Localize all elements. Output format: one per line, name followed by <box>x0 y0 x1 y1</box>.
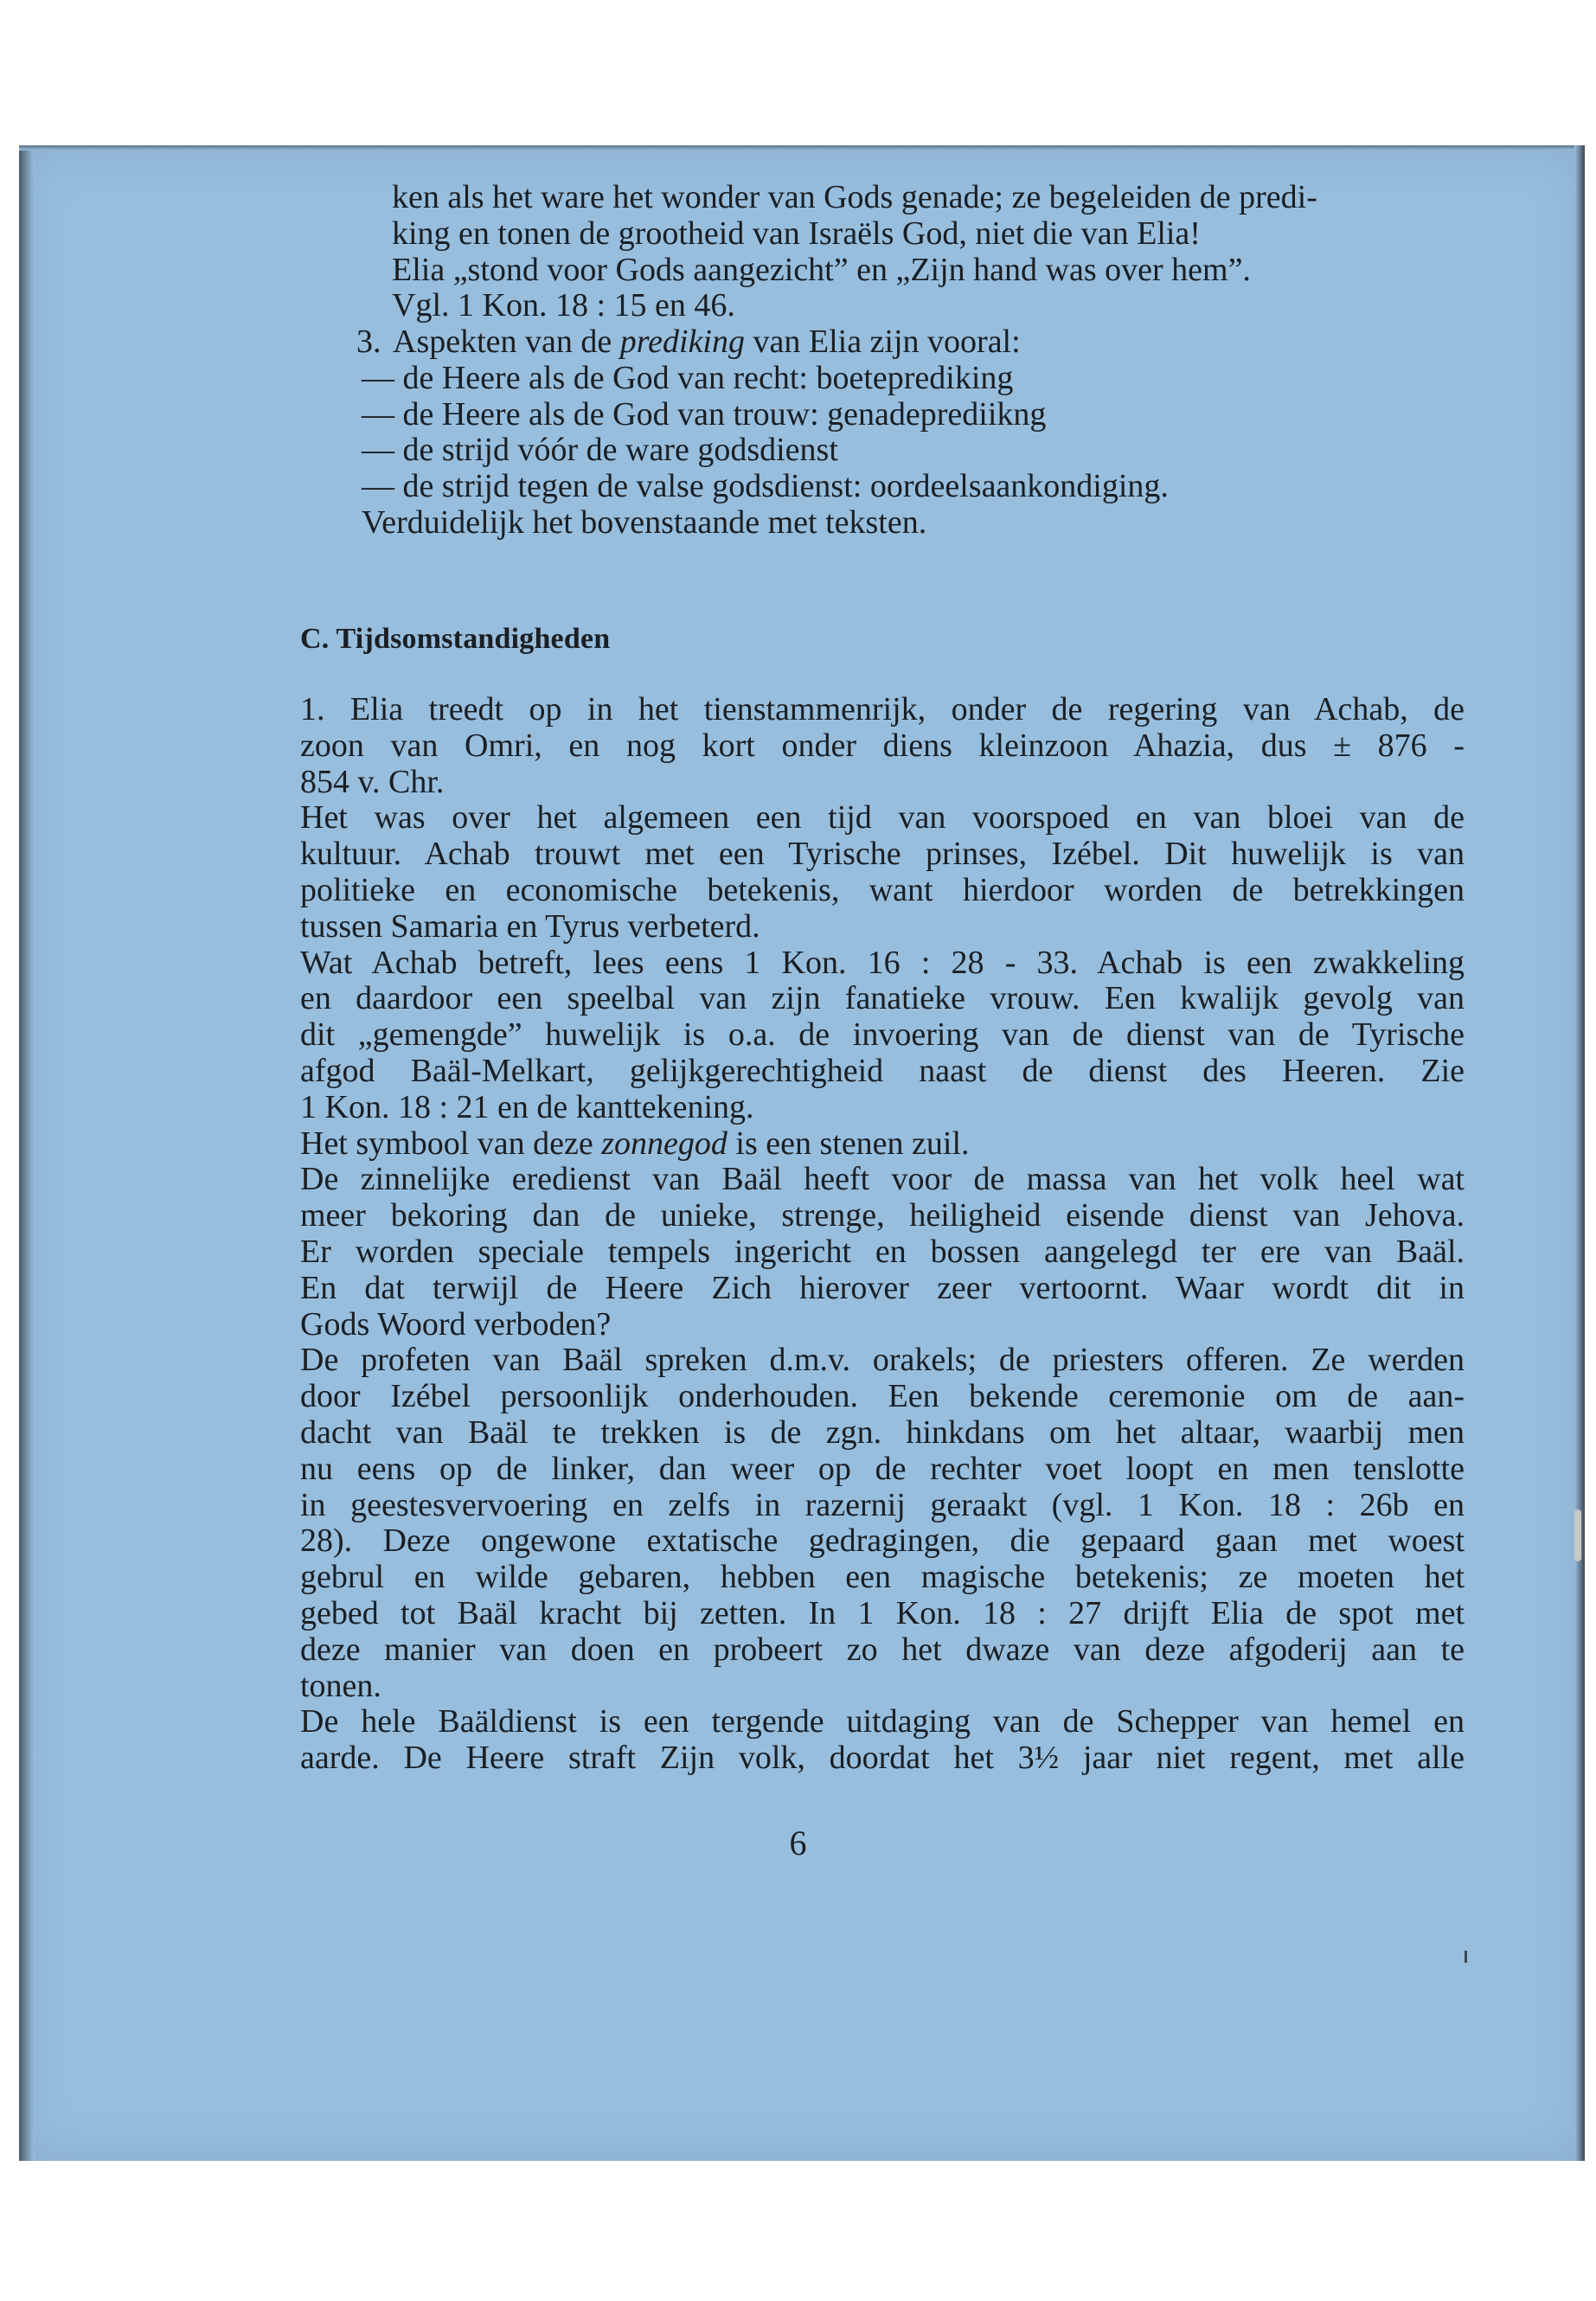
text-line: 1. Elia treedt op in het tienstammenrijk, onder de regering van Achab, de <box>300 691 1465 727</box>
text-line: en daardoor een speelbal van zijn fanatieke vrouw. Een kwalijk gevolg van <box>300 980 1465 1017</box>
section-c-heading: C. Tijdsomstandigheden <box>300 623 611 655</box>
dash-item: — de Heere als de God van trouw: genadeprediikng <box>362 395 1047 433</box>
text-line: dit „gemengde” huwelijk is o.a. de invoering van de dienst van de Tyrische <box>300 1016 1465 1054</box>
page-number: 6 <box>789 1823 807 1862</box>
dash-item: — de Heere als de God van recht: boeteprediking <box>362 359 1014 396</box>
text-line: in geestesvervoering en zelfs in razernij geraakt (vgl. 1 Kon. 18 : 26b en <box>300 1486 1465 1523</box>
text-line: Het was over het algemeen een tijd van voorspoed en van bloei van de <box>300 799 1465 836</box>
dash-item: — de strijd tegen de valse godsdienst: oordeelsaankondiging. <box>362 468 1169 505</box>
text-line: De profeten van Baäl spreken d.m.v. orakels; de priesters offeren. Ze werden <box>300 1342 1465 1379</box>
point-number: 3. <box>356 324 381 360</box>
section-c-body <box>300 692 1465 1777</box>
text-line: Er worden speciale tempels ingericht en bossen aangelegd ter ere van Baäl. <box>300 1233 1465 1270</box>
text-line: tussen Samaria en Tyrus verbeterd. <box>300 907 760 945</box>
text-line: aarde. De Heere straft Zijn volk, doordat het 3½ jaar niet regent, met alle <box>300 1740 1465 1777</box>
text-line: king en tonen de grootheid van Israëls God, niet die van Elia! <box>392 215 1201 252</box>
intro-before: Aspekten van de <box>393 324 620 360</box>
text-line: politieke en economische betekenis, want hierdoor worden de betrekkingen <box>300 871 1465 908</box>
text-line: 854 v. Chr. <box>300 763 445 800</box>
text-line: 1 Kon. 18 : 21 en de kanttekening. <box>300 1088 754 1125</box>
text-line: door Izébel persoonlijk onderhouden. Een bekende ceremonie om de aan- <box>300 1378 1465 1415</box>
closing-instruction: Verduidelijk het bovenstaande met teksten. <box>362 503 927 541</box>
scan-artifact <box>1465 1951 1467 1963</box>
intro-emphasis: prediking <box>619 324 745 360</box>
text-line: ken als het ware het wonder van Gods genade; ze begeleiden de predi- <box>392 179 1317 215</box>
text-line: Vgl. 1 Kon. 18 : 15 en 46. <box>392 287 735 324</box>
text-line <box>300 1126 1465 1163</box>
text-line: De hele Baäldienst is een tergende uitdaging van de Schepper van hemel en <box>300 1703 1465 1740</box>
text-line: gebed tot Baäl kracht bij zetten. In 1 Kon. 18 : 27 drijft Elia de spot met <box>300 1594 1465 1631</box>
text-line: gebrul en wilde gebaren, hebben een magische betekenis; ze moeten het <box>300 1559 1465 1596</box>
top-edge <box>19 145 1585 151</box>
text-line: Elia „stond voor Gods aangezicht” en „Zijn hand was over hem”. <box>392 251 1251 288</box>
section-b-continuation <box>392 180 1473 324</box>
text-line: Gods Woord verboden? <box>300 1305 612 1343</box>
text-line: nu eens op de linker, dan weer op de rechter voet loopt en men tenslotte <box>300 1450 1465 1487</box>
text-line: En dat terwijl de Heere Zich hierover zeer vertoornt. Waar wordt dit in <box>300 1269 1465 1306</box>
text-line: zoon van Omri, en nog kort onder diens kleinzoon Ahazia, dus ± 876 - <box>300 727 1465 764</box>
scan-artifact <box>1574 1509 1581 1561</box>
text-line: deze manier van doen en probeert zo het dwaze van deze afgoderij aan te <box>300 1631 1465 1668</box>
text-line: De zinnelijke eredienst van Baäl heeft voor de massa van het volk heel wat <box>300 1161 1465 1198</box>
point-3-intro <box>356 324 1438 361</box>
text-line: 28). Deze ongewone extatische gedragingen, die gepaard gaan met woest <box>300 1522 1465 1560</box>
text-segment: is een stenen zuil. <box>727 1125 970 1162</box>
text-line: Wat Achab betreft, lees eens 1 Kon. 16 : 28 - 33. Achab is een zwakkeling <box>300 944 1465 981</box>
intro-after: van Elia zijn vooral: <box>745 324 1021 360</box>
text-line: kultuur. Achab trouwt met een Tyrische prinses, Izébel. Dit huwelijk is van <box>300 836 1465 873</box>
point-3-list <box>356 324 1438 542</box>
emphasis: zonnegod <box>601 1125 727 1162</box>
text-line: tonen. <box>300 1667 381 1704</box>
dash-item: — de strijd vóór de ware godsdienst <box>362 432 838 469</box>
text-line: afgod Baäl-Melkart, gelijkgerechtigheid naast de dienst des Heeren. Zie <box>300 1052 1465 1089</box>
text-line: meer bekoring dan de unieke, strenge, heiligheid eisende dienst van Jehova. <box>300 1197 1465 1234</box>
text-segment: Het symbool van deze <box>300 1125 602 1162</box>
text-line: dacht van Baäl te trekken is de zgn. hinkdans om het altaar, waarbij men <box>300 1413 1465 1451</box>
